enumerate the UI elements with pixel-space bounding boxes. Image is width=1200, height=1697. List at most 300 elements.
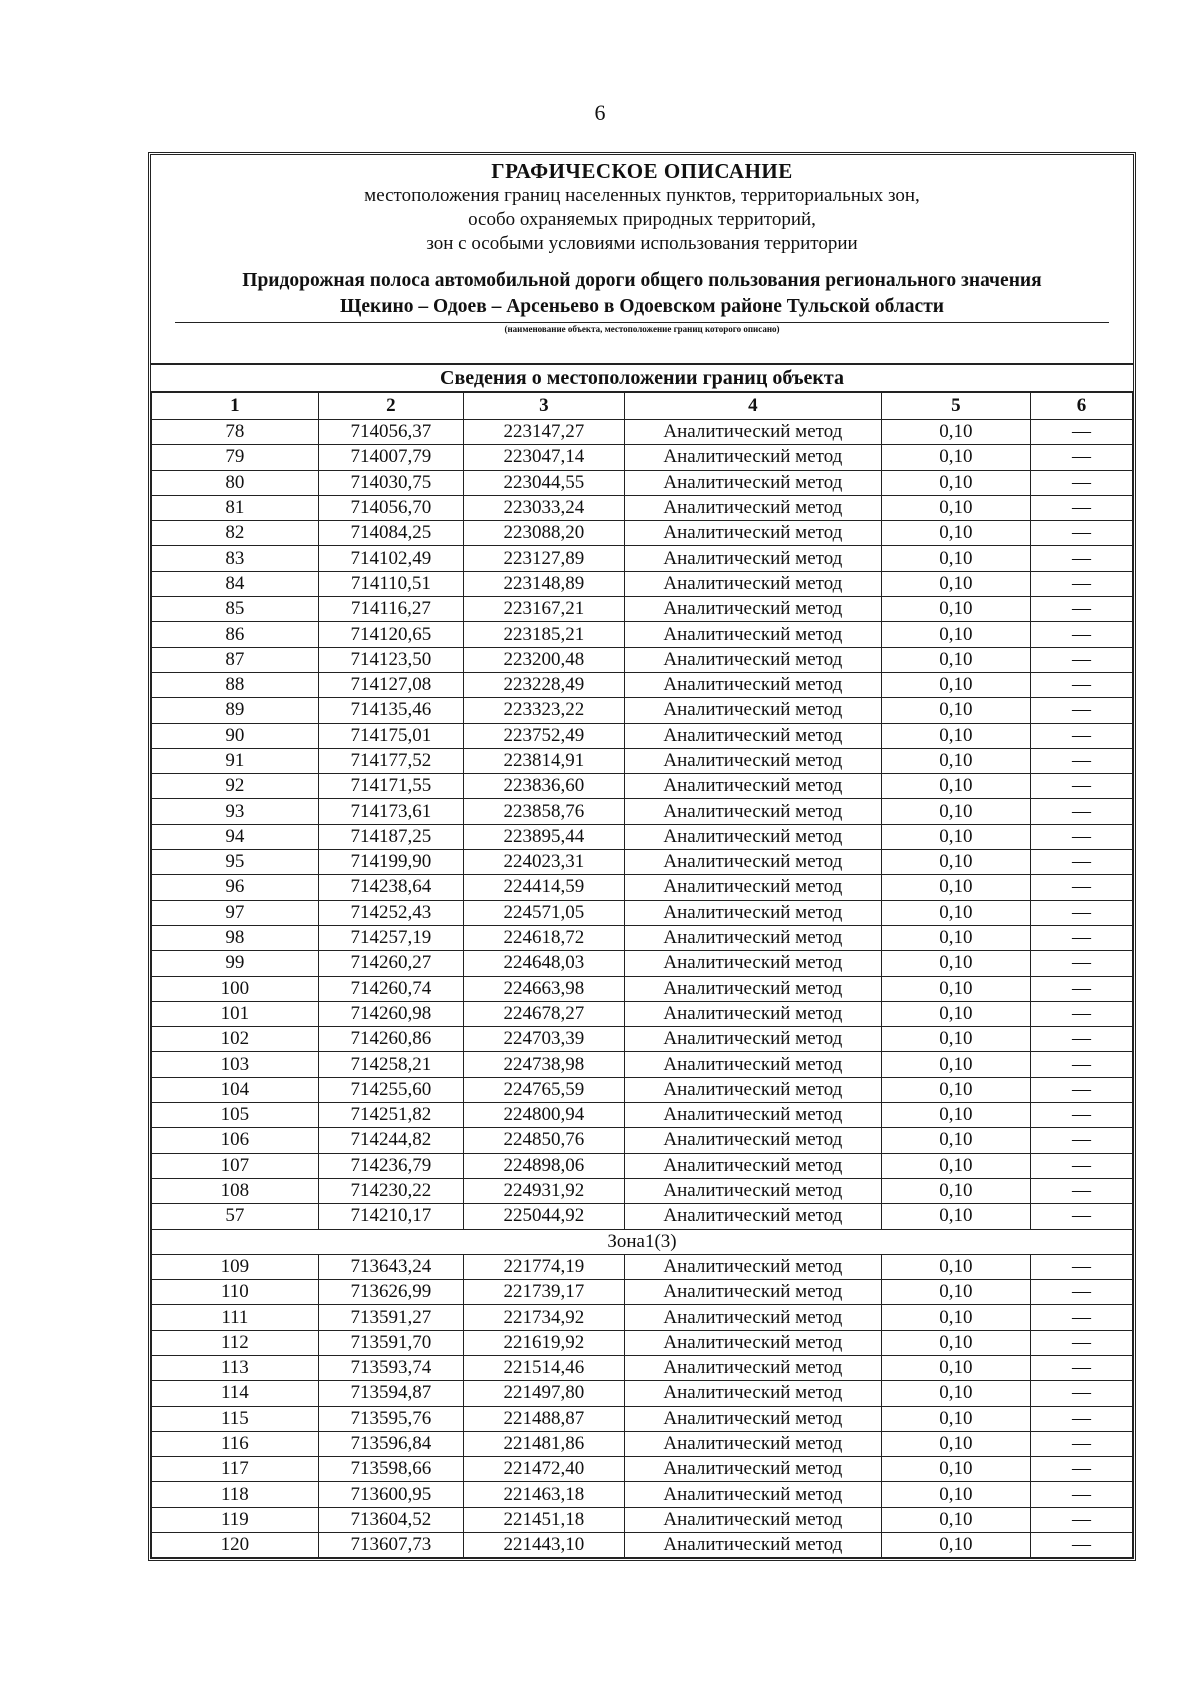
method: Аналитический метод: [624, 1077, 881, 1102]
table-row: [152, 1431, 1133, 1456]
precision: 0,10: [881, 900, 1030, 925]
precision: 0,10: [881, 1280, 1030, 1305]
method: Аналитический метод: [624, 521, 881, 546]
point-number: 117: [152, 1457, 319, 1482]
table-row: [152, 1406, 1133, 1431]
coord-y: 224738,98: [463, 1052, 624, 1077]
table-row: [152, 647, 1133, 672]
description: —: [1030, 1330, 1132, 1355]
precision: 0,10: [881, 1482, 1030, 1507]
table-row: [152, 470, 1133, 495]
table-row: [152, 1533, 1133, 1558]
table-row: [152, 925, 1133, 950]
point-number: 113: [152, 1355, 319, 1380]
description: —: [1030, 723, 1132, 748]
description: —: [1030, 622, 1132, 647]
document-frame: [148, 152, 1136, 1561]
page-number: 6: [594, 100, 606, 125]
description: —: [1030, 850, 1132, 875]
table-row: [152, 698, 1133, 723]
table-row: [152, 1507, 1133, 1532]
method: Аналитический метод: [624, 1355, 881, 1380]
precision: 0,10: [881, 824, 1030, 849]
method: Аналитический метод: [624, 495, 881, 520]
point-number: 103: [152, 1052, 319, 1077]
precision: 0,10: [881, 976, 1030, 1001]
description: —: [1030, 824, 1132, 849]
coord-y: 223752,49: [463, 723, 624, 748]
coord-x: 714210,17: [318, 1204, 463, 1229]
coord-x: 714251,82: [318, 1103, 463, 1128]
point-number: 90: [152, 723, 319, 748]
precision: 0,10: [881, 1128, 1030, 1153]
point-number: 78: [152, 420, 319, 445]
subtitle-line: особо охраняемых природных территорий,: [468, 209, 816, 230]
table-row: [152, 774, 1133, 799]
coord-y: 221497,80: [463, 1381, 624, 1406]
coord-x: 714056,70: [318, 495, 463, 520]
description: —: [1030, 900, 1132, 925]
coord-x: 714199,90: [318, 850, 463, 875]
table-row: [152, 546, 1133, 571]
point-number: 116: [152, 1431, 319, 1456]
point-number: 96: [152, 875, 319, 900]
precision: 0,10: [881, 647, 1030, 672]
description: —: [1030, 1001, 1132, 1026]
coord-x: 714120,65: [318, 622, 463, 647]
coord-x: 714260,98: [318, 1001, 463, 1026]
coord-y: 224663,98: [463, 976, 624, 1001]
method: Аналитический метод: [624, 824, 881, 849]
subtitle-line: зон с особыми условиями использования территории: [426, 233, 858, 254]
table-row: [152, 1355, 1133, 1380]
section-title: Сведения о местоположении границ объекта: [151, 363, 1133, 391]
table-row: [152, 1001, 1133, 1026]
coord-x: 714127,08: [318, 672, 463, 697]
table-row: [152, 723, 1133, 748]
coord-y: 223323,22: [463, 698, 624, 723]
description: —: [1030, 571, 1132, 596]
description: —: [1030, 1204, 1132, 1229]
table-row: [152, 1077, 1133, 1102]
coord-x: 714238,64: [318, 875, 463, 900]
coord-y: 223200,48: [463, 647, 624, 672]
precision: 0,10: [881, 1457, 1030, 1482]
object-name-line: Щекино – Одоев – Арсеньево в Одоевском районе Тульской области: [339, 296, 945, 317]
method: Аналитический метод: [624, 1280, 881, 1305]
precision: 0,10: [881, 1305, 1030, 1330]
description: —: [1030, 1280, 1132, 1305]
point-number: 97: [152, 900, 319, 925]
table-row: [152, 1178, 1133, 1203]
coord-y: 223088,20: [463, 521, 624, 546]
description: —: [1030, 1153, 1132, 1178]
coord-x: 713598,66: [318, 1457, 463, 1482]
precision: 0,10: [881, 774, 1030, 799]
description: —: [1030, 1305, 1132, 1330]
coord-x: 714255,60: [318, 1077, 463, 1102]
description: —: [1030, 1254, 1132, 1279]
coord-x: 714244,82: [318, 1128, 463, 1153]
point-number: 111: [152, 1305, 319, 1330]
description: —: [1030, 774, 1132, 799]
coord-x: 714230,22: [318, 1178, 463, 1203]
point-number: 89: [152, 698, 319, 723]
coord-x: 713607,73: [318, 1533, 463, 1558]
coord-y: 223047,14: [463, 445, 624, 470]
coord-y: 224898,06: [463, 1153, 624, 1178]
precision: 0,10: [881, 875, 1030, 900]
point-number: 100: [152, 976, 319, 1001]
precision: 0,10: [881, 925, 1030, 950]
precision: 0,10: [881, 1204, 1030, 1229]
table-row: [152, 1027, 1133, 1052]
coord-y: 224618,72: [463, 925, 624, 950]
coord-x: 714173,61: [318, 799, 463, 824]
point-number: 102: [152, 1027, 319, 1052]
table-row: [152, 748, 1133, 773]
coord-x: 714007,79: [318, 445, 463, 470]
table-row: [152, 521, 1133, 546]
method: Аналитический метод: [624, 546, 881, 571]
coord-x: 714110,51: [318, 571, 463, 596]
coord-x: 714260,86: [318, 1027, 463, 1052]
method: Аналитический метод: [624, 1204, 881, 1229]
point-number: 98: [152, 925, 319, 950]
method: Аналитический метод: [624, 774, 881, 799]
description: —: [1030, 445, 1132, 470]
method: Аналитический метод: [624, 1103, 881, 1128]
column-header: 3: [463, 392, 624, 420]
table-row: [152, 1381, 1133, 1406]
description: —: [1030, 495, 1132, 520]
description: —: [1030, 647, 1132, 672]
method: Аналитический метод: [624, 1178, 881, 1203]
description: —: [1030, 1052, 1132, 1077]
point-number: 85: [152, 597, 319, 622]
method: Аналитический метод: [624, 1431, 881, 1456]
description: —: [1030, 546, 1132, 571]
description: —: [1030, 1431, 1132, 1456]
table-row: [152, 1204, 1133, 1229]
method: Аналитический метод: [624, 1381, 881, 1406]
description: —: [1030, 1406, 1132, 1431]
coord-y: 221774,19: [463, 1254, 624, 1279]
method: Аналитический метод: [624, 1254, 881, 1279]
coord-y: 223167,21: [463, 597, 624, 622]
coord-x: 714102,49: [318, 546, 463, 571]
point-number: 119: [152, 1507, 319, 1532]
precision: 0,10: [881, 1178, 1030, 1203]
column-header: 4: [624, 392, 881, 420]
table-header-row: [152, 392, 1133, 420]
precision: 0,10: [881, 1103, 1030, 1128]
coord-x: 714056,37: [318, 420, 463, 445]
coord-y: 221451,18: [463, 1507, 624, 1532]
object-name-line: Придорожная полоса автомобильной дороги общего пользования регионального значения: [242, 270, 1042, 291]
description: —: [1030, 875, 1132, 900]
coord-y: 221514,46: [463, 1355, 624, 1380]
description: —: [1030, 1507, 1132, 1532]
precision: 0,10: [881, 420, 1030, 445]
table-row: [152, 1280, 1133, 1305]
coord-x: 714116,27: [318, 597, 463, 622]
description: —: [1030, 420, 1132, 445]
precision: 0,10: [881, 1330, 1030, 1355]
precision: 0,10: [881, 1355, 1030, 1380]
coord-y: 221443,10: [463, 1533, 624, 1558]
table-row: [152, 976, 1133, 1001]
column-header: 6: [1030, 392, 1132, 420]
table-row: [152, 951, 1133, 976]
coord-x: 714258,21: [318, 1052, 463, 1077]
coord-x: 714187,25: [318, 824, 463, 849]
method: Аналитический метод: [624, 875, 881, 900]
method: Аналитический метод: [624, 672, 881, 697]
coord-x: 713643,24: [318, 1254, 463, 1279]
point-number: 115: [152, 1406, 319, 1431]
coord-x: 713595,76: [318, 1406, 463, 1431]
point-number: 80: [152, 470, 319, 495]
coord-y: 224414,59: [463, 875, 624, 900]
coord-y: 223814,91: [463, 748, 624, 773]
description: —: [1030, 1355, 1132, 1380]
coord-y: 221463,18: [463, 1482, 624, 1507]
precision: 0,10: [881, 622, 1030, 647]
coord-x: 713594,87: [318, 1381, 463, 1406]
method: Аналитический метод: [624, 799, 881, 824]
description: —: [1030, 1103, 1132, 1128]
coord-y: 223148,89: [463, 571, 624, 596]
method: Аналитический метод: [624, 420, 881, 445]
coord-y: 223185,21: [463, 622, 624, 647]
table-row: [152, 824, 1133, 849]
method: Аналитический метод: [624, 1482, 881, 1507]
object-caption: (наименование объекта, местоположение границ которого описано): [504, 324, 780, 334]
precision: 0,10: [881, 1077, 1030, 1102]
point-number: 79: [152, 445, 319, 470]
point-number: 107: [152, 1153, 319, 1178]
coord-y: 223127,89: [463, 546, 624, 571]
method: Аналитический метод: [624, 1507, 881, 1532]
method: Аналитический метод: [624, 470, 881, 495]
method: Аналитический метод: [624, 622, 881, 647]
point-number: 106: [152, 1128, 319, 1153]
precision: 0,10: [881, 546, 1030, 571]
column-header: 5: [881, 392, 1030, 420]
column-header: 2: [318, 392, 463, 420]
point-number: 118: [152, 1482, 319, 1507]
method: Аналитический метод: [624, 445, 881, 470]
coord-y: 224931,92: [463, 1178, 624, 1203]
point-number: 120: [152, 1533, 319, 1558]
column-header: 1: [152, 392, 319, 420]
point-number: 105: [152, 1103, 319, 1128]
coord-x: 713604,52: [318, 1507, 463, 1532]
precision: 0,10: [881, 470, 1030, 495]
coord-y: 223228,49: [463, 672, 624, 697]
table-row: [152, 799, 1133, 824]
table-row: [152, 900, 1133, 925]
coord-y: 221481,86: [463, 1431, 624, 1456]
table-row: [152, 495, 1133, 520]
coord-y: 221619,92: [463, 1330, 624, 1355]
point-number: 114: [152, 1381, 319, 1406]
precision: 0,10: [881, 1153, 1030, 1178]
coord-x: 713626,99: [318, 1280, 463, 1305]
table-row: [152, 850, 1133, 875]
coord-x: 714236,79: [318, 1153, 463, 1178]
description: —: [1030, 521, 1132, 546]
point-number: 87: [152, 647, 319, 672]
point-number: 57: [152, 1204, 319, 1229]
coord-x: 714030,75: [318, 470, 463, 495]
description: —: [1030, 1457, 1132, 1482]
table-row: [152, 420, 1133, 445]
coord-y: 224648,03: [463, 951, 624, 976]
coordinates-table: [151, 391, 1133, 1558]
precision: 0,10: [881, 1052, 1030, 1077]
method: Аналитический метод: [624, 1153, 881, 1178]
coord-x: 714177,52: [318, 748, 463, 773]
method: Аналитический метод: [624, 1128, 881, 1153]
description: —: [1030, 470, 1132, 495]
coord-x: 714135,46: [318, 698, 463, 723]
precision: 0,10: [881, 1507, 1030, 1532]
zone-row: [152, 1229, 1133, 1254]
table-row: [152, 1128, 1133, 1153]
precision: 0,10: [881, 1406, 1030, 1431]
method: Аналитический метод: [624, 1052, 881, 1077]
point-number: 88: [152, 672, 319, 697]
coord-y: 223044,55: [463, 470, 624, 495]
zone-label: Зона1(3): [152, 1229, 1133, 1254]
point-number: 101: [152, 1001, 319, 1026]
precision: 0,10: [881, 1533, 1030, 1558]
coord-x: 713593,74: [318, 1355, 463, 1380]
method: Аналитический метод: [624, 1406, 881, 1431]
precision: 0,10: [881, 445, 1030, 470]
precision: 0,10: [881, 698, 1030, 723]
table-row: [152, 571, 1133, 596]
description: —: [1030, 1077, 1132, 1102]
table-row: [152, 1153, 1133, 1178]
precision: 0,10: [881, 1254, 1030, 1279]
document-header: [151, 155, 1133, 363]
table-row: [152, 875, 1133, 900]
point-number: 93: [152, 799, 319, 824]
precision: 0,10: [881, 495, 1030, 520]
coord-y: 221472,40: [463, 1457, 624, 1482]
method: Аналитический метод: [624, 571, 881, 596]
coord-y: 225044,92: [463, 1204, 624, 1229]
point-number: 84: [152, 571, 319, 596]
method: Аналитический метод: [624, 1330, 881, 1355]
point-number: 110: [152, 1280, 319, 1305]
coord-x: 713591,70: [318, 1330, 463, 1355]
coord-y: 223895,44: [463, 824, 624, 849]
precision: 0,10: [881, 799, 1030, 824]
coord-x: 714252,43: [318, 900, 463, 925]
description: —: [1030, 799, 1132, 824]
table-row: [152, 445, 1133, 470]
point-number: 109: [152, 1254, 319, 1279]
precision: 0,10: [881, 850, 1030, 875]
subtitle-line: местоположения границ населенных пунктов, территориальных зон,: [364, 185, 920, 206]
point-number: 83: [152, 546, 319, 571]
description: —: [1030, 1128, 1132, 1153]
coord-y: 223033,24: [463, 495, 624, 520]
precision: 0,10: [881, 1381, 1030, 1406]
description: —: [1030, 1178, 1132, 1203]
method: Аналитический метод: [624, 976, 881, 1001]
method: Аналитический метод: [624, 900, 881, 925]
table-row: [152, 1254, 1133, 1279]
precision: 0,10: [881, 672, 1030, 697]
method: Аналитический метод: [624, 647, 881, 672]
coord-y: 224023,31: [463, 850, 624, 875]
description: —: [1030, 925, 1132, 950]
precision: 0,10: [881, 521, 1030, 546]
method: Аналитический метод: [624, 925, 881, 950]
method: Аналитический метод: [624, 723, 881, 748]
method: Аналитический метод: [624, 698, 881, 723]
method: Аналитический метод: [624, 951, 881, 976]
description: —: [1030, 1533, 1132, 1558]
coord-x: 714175,01: [318, 723, 463, 748]
table-row: [152, 1457, 1133, 1482]
coord-x: 714123,50: [318, 647, 463, 672]
precision: 0,10: [881, 748, 1030, 773]
coord-x: 713591,27: [318, 1305, 463, 1330]
table-row: [152, 672, 1133, 697]
point-number: 104: [152, 1077, 319, 1102]
coord-y: 224703,39: [463, 1027, 624, 1052]
precision: 0,10: [881, 1027, 1030, 1052]
coord-x: 714260,27: [318, 951, 463, 976]
table-row: [152, 1052, 1133, 1077]
description: —: [1030, 1381, 1132, 1406]
coord-y: 224765,59: [463, 1077, 624, 1102]
method: Аналитический метод: [624, 748, 881, 773]
description: —: [1030, 976, 1132, 1001]
coord-x: 714084,25: [318, 521, 463, 546]
coord-y: 223858,76: [463, 799, 624, 824]
table-row: [152, 1103, 1133, 1128]
coord-y: 223836,60: [463, 774, 624, 799]
method: Аналитический метод: [624, 1027, 881, 1052]
coord-x: 713600,95: [318, 1482, 463, 1507]
method: Аналитический метод: [624, 597, 881, 622]
precision: 0,10: [881, 951, 1030, 976]
table-row: [152, 1305, 1133, 1330]
coord-y: 224800,94: [463, 1103, 624, 1128]
point-number: 99: [152, 951, 319, 976]
coord-y: 223147,27: [463, 420, 624, 445]
coord-y: 221739,17: [463, 1280, 624, 1305]
point-number: 91: [152, 748, 319, 773]
point-number: 86: [152, 622, 319, 647]
document-title: ГРАФИЧЕСКОЕ ОПИСАНИЕ: [491, 159, 793, 183]
point-number: 112: [152, 1330, 319, 1355]
precision: 0,10: [881, 723, 1030, 748]
coord-x: 714257,19: [318, 925, 463, 950]
method: Аналитический метод: [624, 1457, 881, 1482]
coord-x: 714260,74: [318, 976, 463, 1001]
coord-x: 714171,55: [318, 774, 463, 799]
table-row: [152, 597, 1133, 622]
precision: 0,10: [881, 1431, 1030, 1456]
